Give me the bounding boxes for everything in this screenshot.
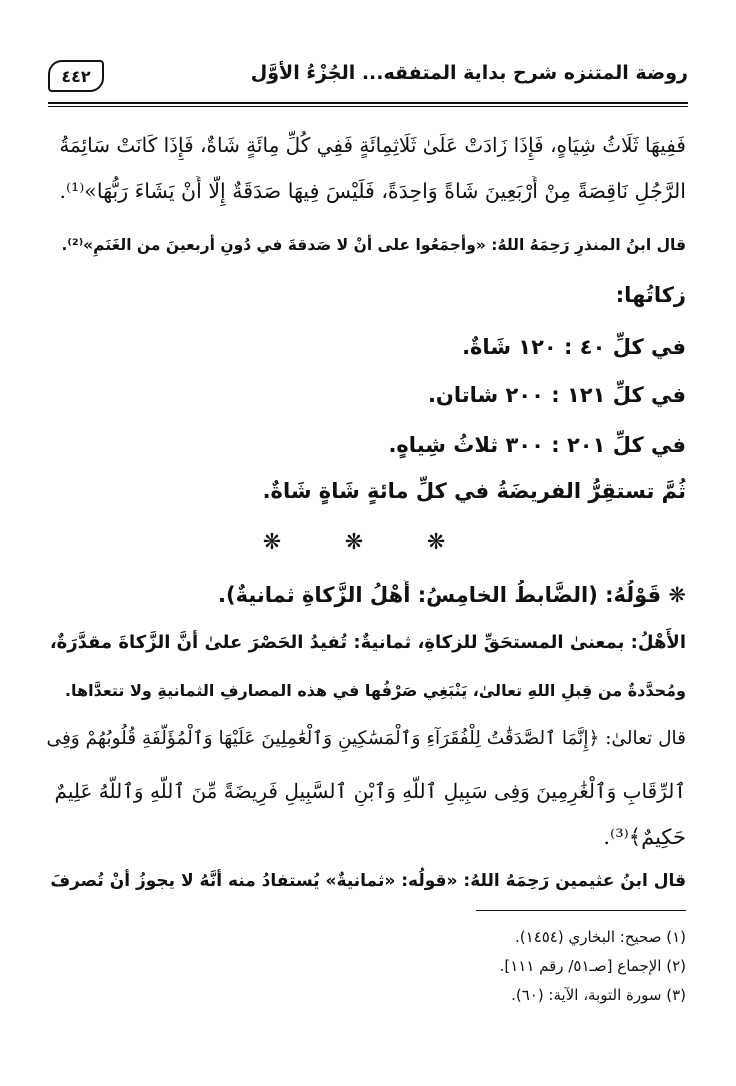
page-number-badge: ٤٤٢ xyxy=(48,60,104,92)
hadith-line-1: فَفِيهَا ثَلَاثُ شِيَاهٍ، فَإِذَا زَادَتْ عَلَىٰ ثَلَاثِمِائَةٍ فَفِي كُلِّ مِائَةٍ شَاةٌ، فَإِذَا كَانَتْ سَائِمَةُ xyxy=(59,133,686,157)
footnote-3: (٣) سورة التوبة، الآية: (٦٠). xyxy=(511,986,686,1004)
rate-line-2: في كلِّ ١٢١ : ٢٠٠ شاتان. xyxy=(427,383,686,407)
quran-line-3: حَكِيمٌ﴾⁽³⁾. xyxy=(603,825,686,849)
footnote-rule xyxy=(476,910,686,911)
quran-line-1: قال تعالىٰ: ﴿إِنَّمَا ٱلصَّدَقَٰتُ لِلْفُقَرَآءِ وَٱلْمَسَٰكِينِ وَٱلْعَٰمِلِينَ عَلَيْهَا وَٱلْمُؤَلَّفَةِ قُلُوبُهُمْ وَفِى xyxy=(46,728,686,749)
rate-line-3: في كلِّ ٢٠١ : ٣٠٠ ثلاثُ شِياهٍ. xyxy=(388,433,686,457)
section-separator: ❋ ❋ ❋ xyxy=(262,530,474,555)
page-header xyxy=(48,60,688,100)
rate-line-4: ثُمَّ تستقِرُّ الفريضَةُ في كلِّ مائةٍ شَاةٍ شَاةٌ. xyxy=(262,479,686,503)
rate-line-1: في كلِّ ٤٠ : ١٢٠ شَاةٌ. xyxy=(462,335,686,359)
para-line-1: الأَهْلُ: بمعنىٰ المستحَقِّ للزكاةِ، ثمانيةٌ: تُفيدُ الحَصْرَ علىٰ أنَّ الزَّكاةَ مقدَّرَةٌ، xyxy=(49,632,686,653)
zakat-heading: زكاتُها: xyxy=(615,283,686,307)
ijma-quote: قال ابنُ المنذرِ رَحِمَهُ اللهُ: «وأجمَعُوا على أنْ لا صَدقةَ في دُونِ أربعينَ من الغَنَمِ»⁽²⁾. xyxy=(61,236,686,254)
footnote-1: (١) صحيح: البخاري (١٤٥٤). xyxy=(515,928,686,946)
para-line-2: ومُحدَّدةٌ من قِبلِ اللهِ تعالىٰ، يَنْبَغِي صَرْفُها في هذه المصارفِ الثمانيةِ ولا تتعدَّاها. xyxy=(64,681,686,700)
section-heading: ❋ قَوْلُهُ: (الضَّابطُ الخامِسُ: أَهْلُ الزَّكاةِ ثمانيةٌ). xyxy=(218,583,686,607)
footnote-2: (٢) الإجماع [صـ٥١/ رقم ١١١]. xyxy=(499,957,686,975)
para-line-last: قال ابنُ عثيمين رَحِمَهُ اللهُ: «قولُه: «ثمانيةٌ» يُستفادُ منه أنَّهُ لا يجوزُ أنْ تُصرفَ xyxy=(50,871,686,891)
quran-line-2: ٱلرِّقَابِ وَٱلْغَٰرِمِينَ وَفِى سَبِيلِ ٱللَّهِ وَٱبْنِ ٱلسَّبِيلِ فَرِيضَةً مِّنَ ٱللَّهِ وَٱللَّهُ عَلِيمٌ xyxy=(54,779,686,803)
hadith-line-2: الرَّجُلِ نَاقِصَةً مِنْ أَرْبَعِينَ شَاةً وَاحِدَةً، فَلَيْسَ فِيهَا صَدَقَةٌ إِلَّا أَنْ يَشَاءَ رَبُّهَا»⁽¹⁾. xyxy=(59,179,686,203)
header-rule xyxy=(48,102,688,104)
header-rule-thin xyxy=(48,106,688,107)
running-title: روضة المتنزه شرح بداية المتفقه... الجُزْءُ الأوَّل xyxy=(250,62,688,84)
